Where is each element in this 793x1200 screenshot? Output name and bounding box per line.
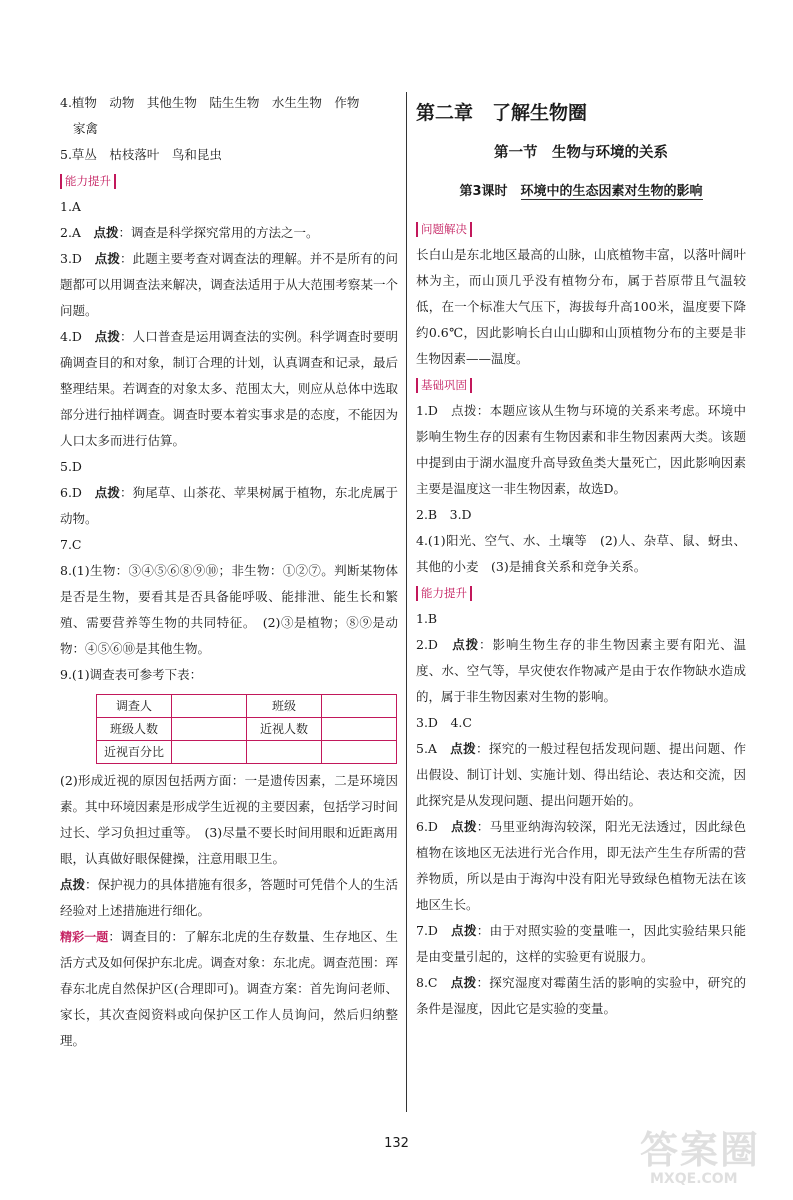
answer-4b-text: ：人口普查是运用调查法的实例。科学调查时要明确调查目的和对象，制订合理的计划，认真调查和记录，最后整理结果。若调查的对象太多、范围太大，则应从总体中选取部分进行抽样调查。调查时要本着实事求是的态度，不能因为人口太多而进行估算。 [60,329,398,448]
basic-answer-1: 1.D 点拨：本题应该从生物与环境的关系来考虑。环境中影响生物生存的因素有生物因素和非生物因素两大类。该题中提到由于湖水温度升高导致鱼类大量死亡，因此影响因素主要是温度这一非生物因素，故选D。 [416,403,746,496]
ability-answer-2-num: 2.D [416,637,438,652]
section-tag-problem: 问题解决 [416,222,472,237]
column-divider [406,92,407,1112]
answer-6-text: ：狗尾草、山茶花、苹果树属于植物，东北虎属于动物。 [60,485,398,526]
answer-4-line1: 4.植物 动物 其他生物 陆生生物 水生生物 作物 [60,95,360,110]
table-cell: 班级 [247,695,322,718]
ability-answer-3-4: 3.D 4.C [416,715,472,730]
table-cell [322,718,397,741]
table-cell [172,718,247,741]
ability-answer-7-text: ：由于对照实验的变量唯一，因此实验结果只能是由变量引起的，这样的实验更有说服力。 [416,923,746,964]
hint-label: 点拨 [450,741,476,756]
ability-answer-5-num: 5.A [416,741,437,756]
basic-answer-2-3: 2.B 3.D [416,507,472,522]
ability-answer-2-text: ：影响生物生存的非生物因素主要有阳光、温度、水、空气等，旱灾使农作物减产是由于农作物缺水造成的，属于非生物因素对生物的影响。 [416,637,746,704]
answer-6-num: 6.D [60,485,82,500]
answer-5: 5.草丛 枯枝落叶 鸟和昆虫 [60,147,222,162]
answer-8: 8.(1)生物：③④⑤⑥⑧⑨⑩；非生物：①②⑦。判断某物体是否是生物，要看其是否具备能呼吸、能排泄、能生长和繁殖、需要营养等生物的共同特征。 (2)③是植物；⑧⑨是动物：④⑤⑥⑩是其他生物。 [60,563,398,656]
section-tag-ability: 能力提升 [60,174,116,189]
answer-5b: 5.D [60,459,82,474]
watermark-logo [640,1130,780,1196]
ability-answer-7-num: 7.D [416,923,438,938]
table-row [97,718,397,741]
ability-answer-1: 1.B [416,611,438,626]
page-number: 132 [384,1136,409,1151]
answer-4b [60,324,398,454]
basic-answer-4: 4.(1)阳光、空气、水、土壤等 (2)人、杂草、鼠、蚜虫、其他的小麦 (3)是捕食关系和竞争关系。 [416,533,746,574]
answer-4b-num: 4.D [60,329,82,344]
hint-label: 点拨 [93,225,119,240]
table-cell: 班级人数 [97,718,172,741]
watermark-sub: MXQE.COM [650,1171,738,1187]
section-tag-ability-right: 能力提升 [416,586,472,601]
answer-2 [60,220,398,246]
chapter-title: 第二章 了解生物圈 [416,102,588,124]
hint-label: 点拨 [60,877,86,892]
right-column [416,90,746,1022]
ability-answer-8-num: 8.C [416,975,438,990]
ability-answer-5-text: ：探究的一般过程包括发现问题、提出问题、作出假设、制订计划、实施计划、得出结论、表达和交流，因此探究是从发现问题、提出问题开始的。 [416,741,746,808]
table-cell: 近视百分比 [97,741,172,764]
table-cell [247,741,322,764]
answer-9-part2: (2)形成近视的原因包括两方面：一是遗传因素，二是环境因素。其中环境因素是形成学生近视的主要因素，包括学习时间过长、学习负担过重等。 (3)尽量不要长时间用眼和近距离用眼，认真做好眼保健操，注意用眼卫生。 [60,773,398,866]
answer-3-text: ：此题主要考查对调查法的理解。并不是所有的问题都可以用调查法来解决，调查法适用于从大范围考察某一个问题。 [60,251,398,318]
answer-3 [60,246,398,324]
hint-label: 点拨 [452,637,480,652]
answer-4-line2: 家禽 [73,121,99,136]
answer-9: 9.(1)调查表可参考下表： [60,667,203,682]
hint-label: 点拨 [451,923,477,938]
answer-4 [60,90,398,142]
ability-answer-6 [416,814,746,918]
answer-9-hint [60,872,398,924]
ability-answer-6-num: 6.D [416,819,438,834]
highlight-question [60,924,398,1054]
answer-9-hint-text: ：保护视力的具体措施有很多，答题时可凭借个人的生活经验对上述措施进行细化。 [60,877,398,918]
answer-7: 7.C [60,537,82,552]
answer-2-num: 2.A [60,225,81,240]
table-cell [172,741,247,764]
ability-answer-6-text: ：马里亚纳海沟较深，阳光无法透过，因此绿色植物在该地区无法进行光合作用，即无法产生生存所需的营养物质，所以是由于海沟中没有阳光导致绿色植物无法在该地区生长。 [416,819,746,912]
watermark-main: 答案圈 [640,1128,761,1172]
hint-label: 点拨 [94,251,121,266]
lesson-number: 第3课时 [459,184,508,199]
ability-answer-8-text: ：探究湿度对霉菌生活的影响的实验中，研究的条件是湿度，因此它是实验的变量。 [416,975,746,1016]
ability-answer-7 [416,918,746,970]
highlight-tag: 精彩一题 [60,930,109,944]
table-row [97,695,397,718]
highlight-text: ：调查目的：了解东北虎的生存数量、生存地区、生活方式及如何保护东北虎。调查对象：东北虎。调查范围：珲春东北虎自然保护区(合理即可)。调查方案：首先询问老师、家长，其次查阅资料或向保护区工作人员询问，然后归纳整理。 [60,929,398,1048]
problem-answer: 长白山是东北地区最高的山脉，山底植物丰富，以落叶阔叶林为主，而山顶几乎没有植物分布，属于苔原带且气温较低，在一个标准大气压下，海拔每升高100米，温度要下降约0.6℃，因此影响长白山山脚和山顶植物分布的主要是非生物因素——温度。 [416,247,746,366]
table-cell [172,695,247,718]
answer-2-text: ：调查是科学探究常用的方法之一。 [118,225,319,240]
table-cell: 调查人 [97,695,172,718]
survey-table [96,694,397,764]
ability-answer-5 [416,736,746,814]
ability-answer-2 [416,632,746,710]
ability-answer-8 [416,970,746,1022]
hint-label: 点拨 [94,329,121,344]
hint-label: 点拨 [94,485,121,500]
section-title: 第一节 生物与环境的关系 [494,145,668,161]
left-column [60,90,398,1054]
lesson-name: 环境中的生态因素对生物的影响 [520,184,703,199]
answer-1: 1.A [60,199,81,214]
section-tag-basic: 基础巩固 [416,378,472,393]
table-row [97,741,397,764]
table-cell [322,695,397,718]
answer-6 [60,480,398,532]
hint-label: 点拨 [450,975,477,990]
answer-3-num: 3.D [60,251,82,266]
hint-label: 点拨 [451,819,477,834]
lesson-title [416,178,746,206]
table-cell: 近视人数 [247,718,322,741]
table-cell [322,741,397,764]
